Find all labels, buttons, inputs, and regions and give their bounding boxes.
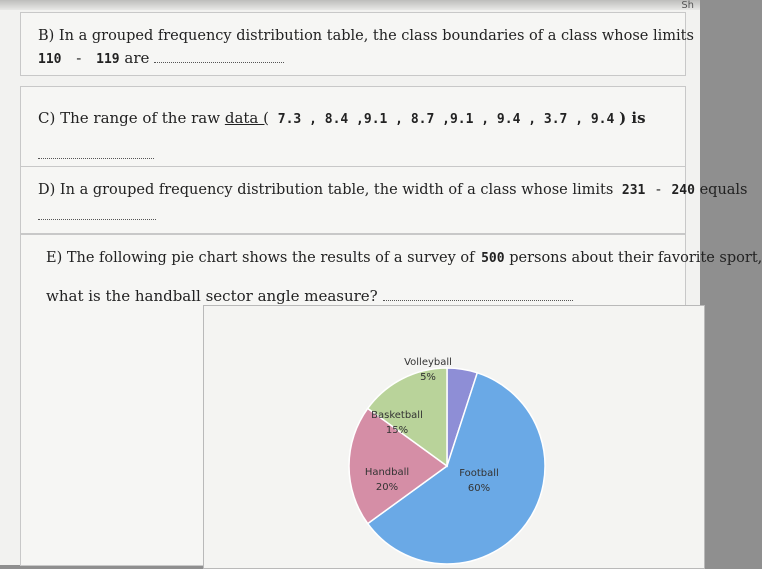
question-b-limit-high: 119 — [96, 52, 120, 67]
question-e-line2 — [46, 286, 573, 306]
answer-blank-b[interactable] — [154, 62, 284, 63]
answer-blank-d[interactable] — [38, 219, 156, 220]
slice-value-handball: 20% — [375, 482, 399, 493]
slice-value-basketball: 15% — [385, 425, 409, 436]
question-c-data-word: data ( — [224, 109, 269, 127]
question-e-count: 500 — [481, 251, 505, 266]
question-e-text-end: persons about their favorite sport, — [509, 250, 762, 266]
question-c-suffix: ) is — [619, 109, 646, 127]
answer-blank-c[interactable] — [38, 158, 154, 159]
question-d-limit-high: 240 — [671, 183, 695, 198]
answer-blank-c-row — [38, 144, 154, 164]
question-b-dash: - — [76, 49, 82, 67]
slice-label-handball: Handball — [364, 467, 410, 478]
slice-label-volleyball: Volleyball — [404, 357, 452, 368]
slice-value-volleyball: 5% — [420, 372, 436, 383]
chart-panel — [203, 305, 705, 569]
corner-text: Sh — [681, 0, 694, 11]
question-d-limit-low: 231 — [621, 183, 646, 198]
slice-label-football: Football — [459, 468, 499, 479]
slice-label-basketball: Basketball — [371, 410, 423, 421]
answer-blank-e[interactable] — [383, 300, 573, 301]
answer-blank-d-row — [38, 205, 156, 225]
question-b-line1 — [38, 26, 694, 46]
question-b-suffix: are — [124, 49, 150, 67]
question-c-line — [38, 108, 646, 130]
question-d-suffix: equals — [699, 182, 748, 198]
question-d-dash: - — [655, 182, 661, 198]
question-e-question: what is the handball sector angle measure? — [46, 287, 378, 305]
question-c-text: C) The range of the raw — [38, 109, 221, 127]
slice-value-football: 60% — [467, 483, 491, 494]
pie-chart — [204, 306, 704, 568]
top-strip — [0, 0, 700, 10]
question-c-values: 7.3 , 8.4 ,9.1 , 8.7 ,9.1 , 9.4 , 3.7 , 9.4 — [277, 112, 615, 127]
question-b-line2 — [38, 48, 284, 70]
question-e-text: E) The following pie chart shows the results of a survey of — [46, 250, 475, 266]
question-e-line1 — [46, 248, 762, 269]
question-d-text: D) In a grouped frequency distribution table, the width of a class whose limits — [38, 182, 614, 198]
question-d-line — [38, 180, 748, 201]
question-b-text: B) In a grouped frequency distribution table, the class boundaries of a class whose limits — [38, 28, 694, 44]
question-b-limit-low: 110 — [38, 52, 62, 67]
